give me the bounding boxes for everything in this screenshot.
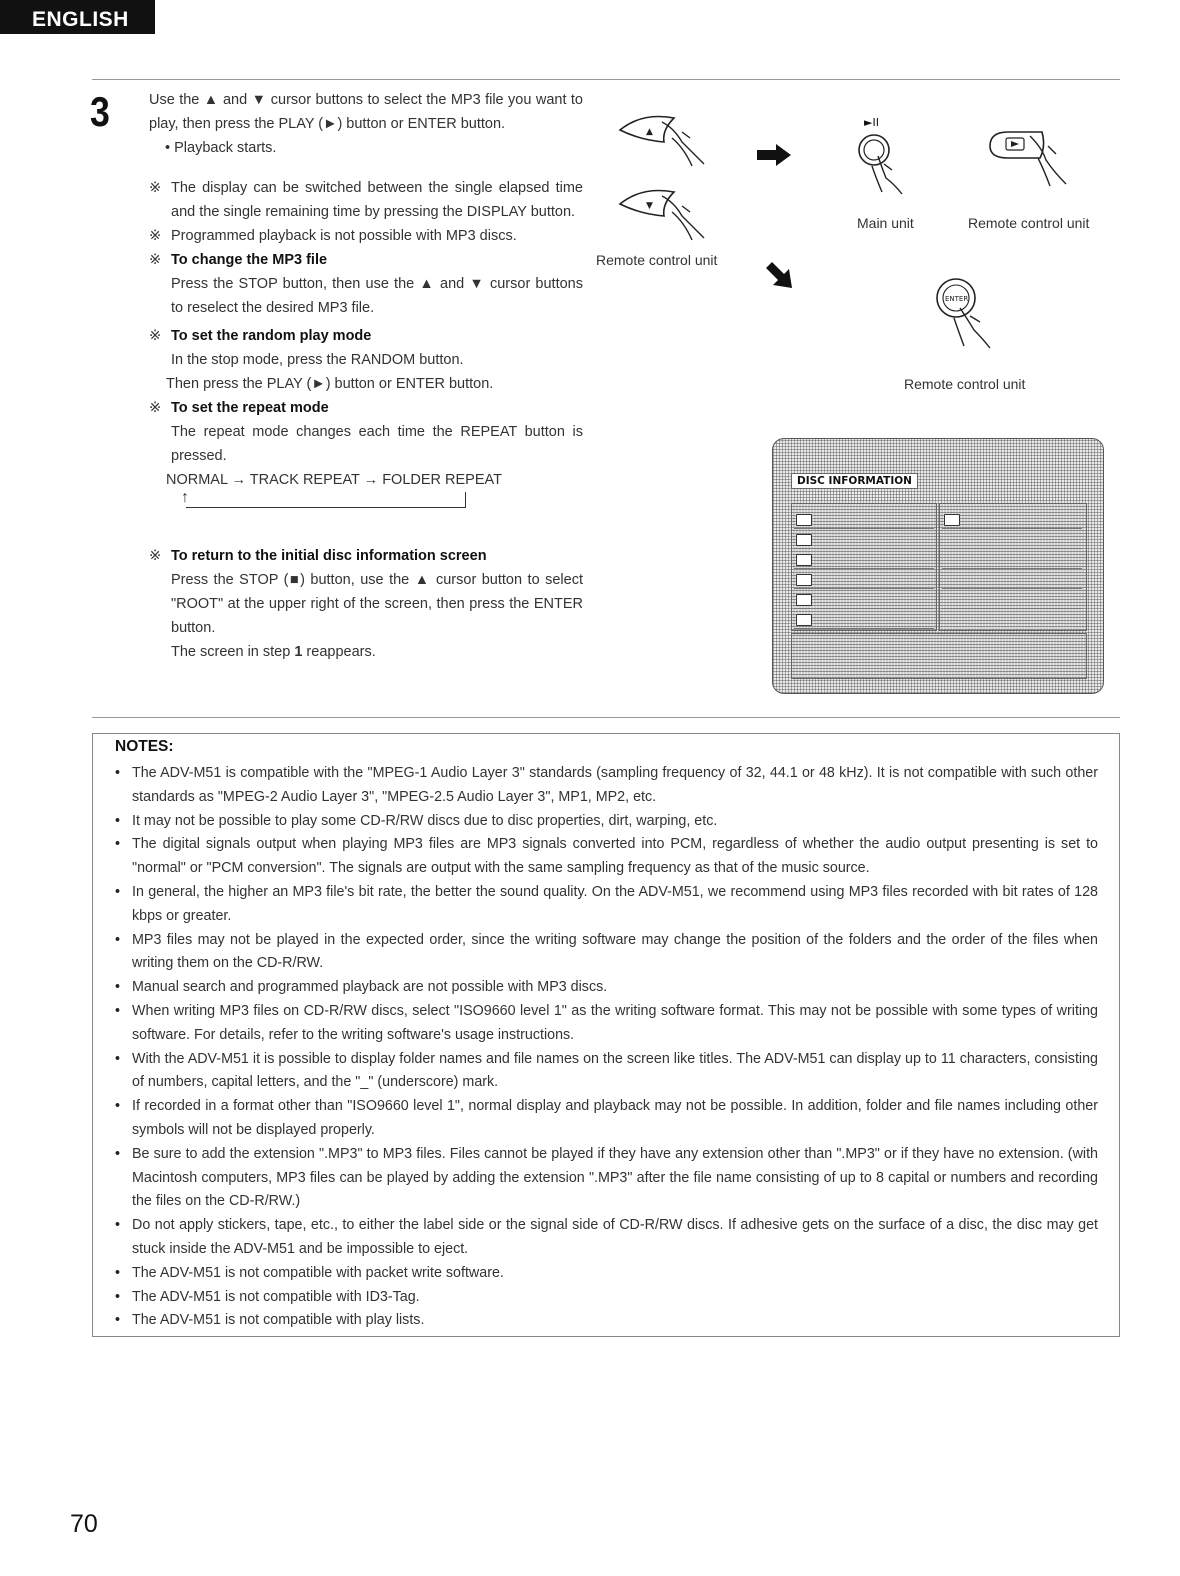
file-row — [942, 592, 1082, 609]
note-item: • The ADV-M51 is compatible with the "MPEG-1 Audio Layer 3" standards (sampling frequency of 32, 44.1 or 48 kHz). It is not compatible with such other standards as "MPEG-2 Audio Layer 3", "MPEG-2.5 Audio Layer 3", MP1, MP2, etc. — [112, 762, 1098, 810]
step-bullet-text: Playback starts. — [174, 140, 277, 156]
note-item: • The ADV-M51 is not compatible with packet write software. — [112, 1262, 1098, 1286]
note-mark-icon: ※ — [149, 252, 162, 268]
random-heading — [149, 324, 583, 348]
folder-icon — [796, 554, 812, 566]
return-text: Press the STOP (■) button, use the ▲ cursor button to select "ROOT" at the upper right of the screen, then press the ENTER button. — [171, 572, 583, 636]
repeat-cycle-return-arrow — [177, 489, 477, 516]
repeat-title: To set the repeat mode — [171, 400, 329, 416]
note-mark-icon: ※ — [149, 228, 162, 244]
notes-list — [112, 762, 1098, 1333]
remote-label-right: Remote control unit — [968, 215, 1090, 231]
up-arrow-icon: ↑ — [181, 489, 189, 506]
repeat-heading — [149, 396, 583, 420]
folder-row — [794, 532, 934, 549]
note-mark-icon: ※ — [149, 328, 162, 344]
svg-text:▼: ▼ — [646, 201, 653, 211]
repeat-text: The repeat mode changes each time the REPEAT button is pressed. — [171, 424, 583, 464]
note-item: • If recorded in a format other than "ISO9660 level 1", normal display and playback may not be possible. In addition, folder and file names including other symbols will not be displayed properly. — [112, 1095, 1098, 1143]
folder-row — [794, 512, 934, 529]
language-tab: ENGLISH — [0, 0, 155, 34]
note-item: • Manual search and programmed playback are not possible with MP3 discs. — [112, 976, 1098, 1000]
return-title: To return to the initial disc information screen — [171, 548, 487, 564]
file-row — [942, 552, 1082, 569]
note-item: • The digital signals output when playing MP3 files are MP3 signals converted into PCM, regardless of whether the audio output presenting is set to "normal" or "PCM conversion". The signals are output with the same sampling frequency as that of the music source. — [112, 833, 1098, 881]
main-unit-label: Main unit — [857, 215, 914, 231]
repeat-cycle: NORMAL → TRACK REPEAT → FOLDER REPEAT — [166, 472, 502, 488]
note-mark-icon: ※ — [149, 180, 162, 196]
folder-icon — [796, 514, 812, 526]
folder-row — [794, 592, 934, 609]
display-note-text: The display can be switched between the single elapsed time and the single remaining time by pressing the DISPLAY button. — [171, 180, 583, 220]
note-item: • With the ADV-M51 it is possible to display folder names and file names on the screen like titles. The ADV-M51 can display up to 11 characters, consisting of numbers, capital letters, and the "_" (underscore) mark. — [112, 1048, 1098, 1096]
step-main-text: Use the ▲ and ▼ cursor buttons to select the MP3 file you want to play, then press the PLAY (►) button or ENTER button. — [149, 92, 583, 132]
status-panel — [791, 633, 1087, 679]
note-item: • The ADV-M51 is not compatible with ID3-Tag. — [112, 1286, 1098, 1310]
step-bullet: • Playback starts. — [165, 140, 277, 156]
display-note — [149, 176, 583, 224]
change-file-title: To change the MP3 file — [171, 252, 328, 268]
file-list-panel — [939, 503, 1087, 631]
return-heading — [149, 544, 583, 568]
step-number: 3 — [90, 88, 110, 135]
programmed-note-text: Programmed playback is not possible with MP3 discs. — [171, 228, 517, 244]
page-number: 70 — [70, 1510, 98, 1538]
folder-icon — [944, 514, 960, 526]
right-arrow-icon — [756, 144, 792, 166]
folder-list-panel — [791, 503, 937, 631]
remote-label-enter: Remote control unit — [904, 376, 1026, 392]
folder-icon — [796, 594, 812, 606]
section-divider — [92, 717, 1120, 718]
return-last-line: The screen in step 1 reappears. — [171, 644, 376, 660]
note-item: • It may not be possible to play some CD-R/RW discs due to disc properties, dirt, warping, etc. — [112, 810, 1098, 834]
remote-enter-button-icon — [928, 274, 1008, 354]
note-item: • When writing MP3 files on CD-R/RW discs, select "ISO9660 level 1" as the writing software format. This may not be possible with some types of writing software. For details, refer to the writing software's usage instructions. — [112, 1000, 1098, 1048]
disc-info-title: DISC INFORMATION — [791, 473, 918, 489]
main-unit-play-button-icon — [852, 112, 912, 196]
svg-text:►II: ►II — [864, 116, 879, 129]
folder-row — [794, 552, 934, 569]
disc-information-screen — [772, 438, 1104, 694]
note-mark-icon: ※ — [149, 548, 162, 564]
remote-play-button-icon — [984, 128, 1074, 188]
folder-icon — [796, 534, 812, 546]
note-item: • Do not apply stickers, tape, etc., to either the label side or the signal side of CD-R/RW discs. If adhesive gets on the surface of a disc, the disc may get stuck inside the ADV-M51 and be impossible to eject. — [112, 1214, 1098, 1262]
top-divider — [92, 79, 1120, 80]
step-ref: 1 — [294, 644, 303, 660]
folder-icon — [796, 614, 812, 626]
notes-title: NOTES: — [115, 738, 174, 755]
folder-icon — [796, 574, 812, 586]
random-line-1: In the stop mode, press the RANDOM button. — [171, 352, 464, 368]
file-row — [942, 572, 1082, 589]
folder-row — [794, 572, 934, 589]
remote-up-button-icon — [612, 108, 722, 170]
random-title: To set the random play mode — [171, 328, 372, 344]
note-item: • MP3 files may not be played in the expected order, since the writing software may change the position of the folders and the order of the files when writing them on the CD-R/RW. — [112, 929, 1098, 977]
random-line-2: Then press the PLAY (►) button or ENTER button. — [166, 376, 494, 392]
note-item: • Be sure to add the extension ".MP3" to MP3 files. Files cannot be played if they have any extension other than ".MP3" or if they have no extension. (with Macintosh computers, MP3 files can be played by adding the extension ".MP3" after the file name consisting of up to 8 capital or numbers and recording the files on the CD-R/RW.) — [112, 1143, 1098, 1214]
note-mark-icon: ※ — [149, 400, 162, 416]
file-row — [942, 532, 1082, 549]
programmed-note — [149, 224, 583, 248]
remote-down-button-icon — [612, 182, 722, 244]
note-item: • In general, the higher an MP3 file's bit rate, the better the sound quality. On the ADV-M51, we recommend using MP3 files recorded with bit rates of 128 kbps or greater. — [112, 881, 1098, 929]
remote-label-left: Remote control unit — [596, 252, 718, 268]
step-instructions — [149, 88, 583, 664]
svg-text:ENTER: ENTER — [945, 295, 969, 303]
svg-text:▲: ▲ — [646, 127, 653, 137]
note-item: • The ADV-M51 is not compatible with play lists. — [112, 1309, 1098, 1333]
file-row — [942, 512, 1082, 529]
change-file-heading — [149, 248, 583, 272]
down-right-arrow-icon — [764, 260, 794, 290]
change-file-text: Press the STOP button, then use the ▲ and ▼ cursor buttons to reselect the desired MP3 file. — [171, 276, 583, 316]
folder-row — [794, 612, 934, 629]
